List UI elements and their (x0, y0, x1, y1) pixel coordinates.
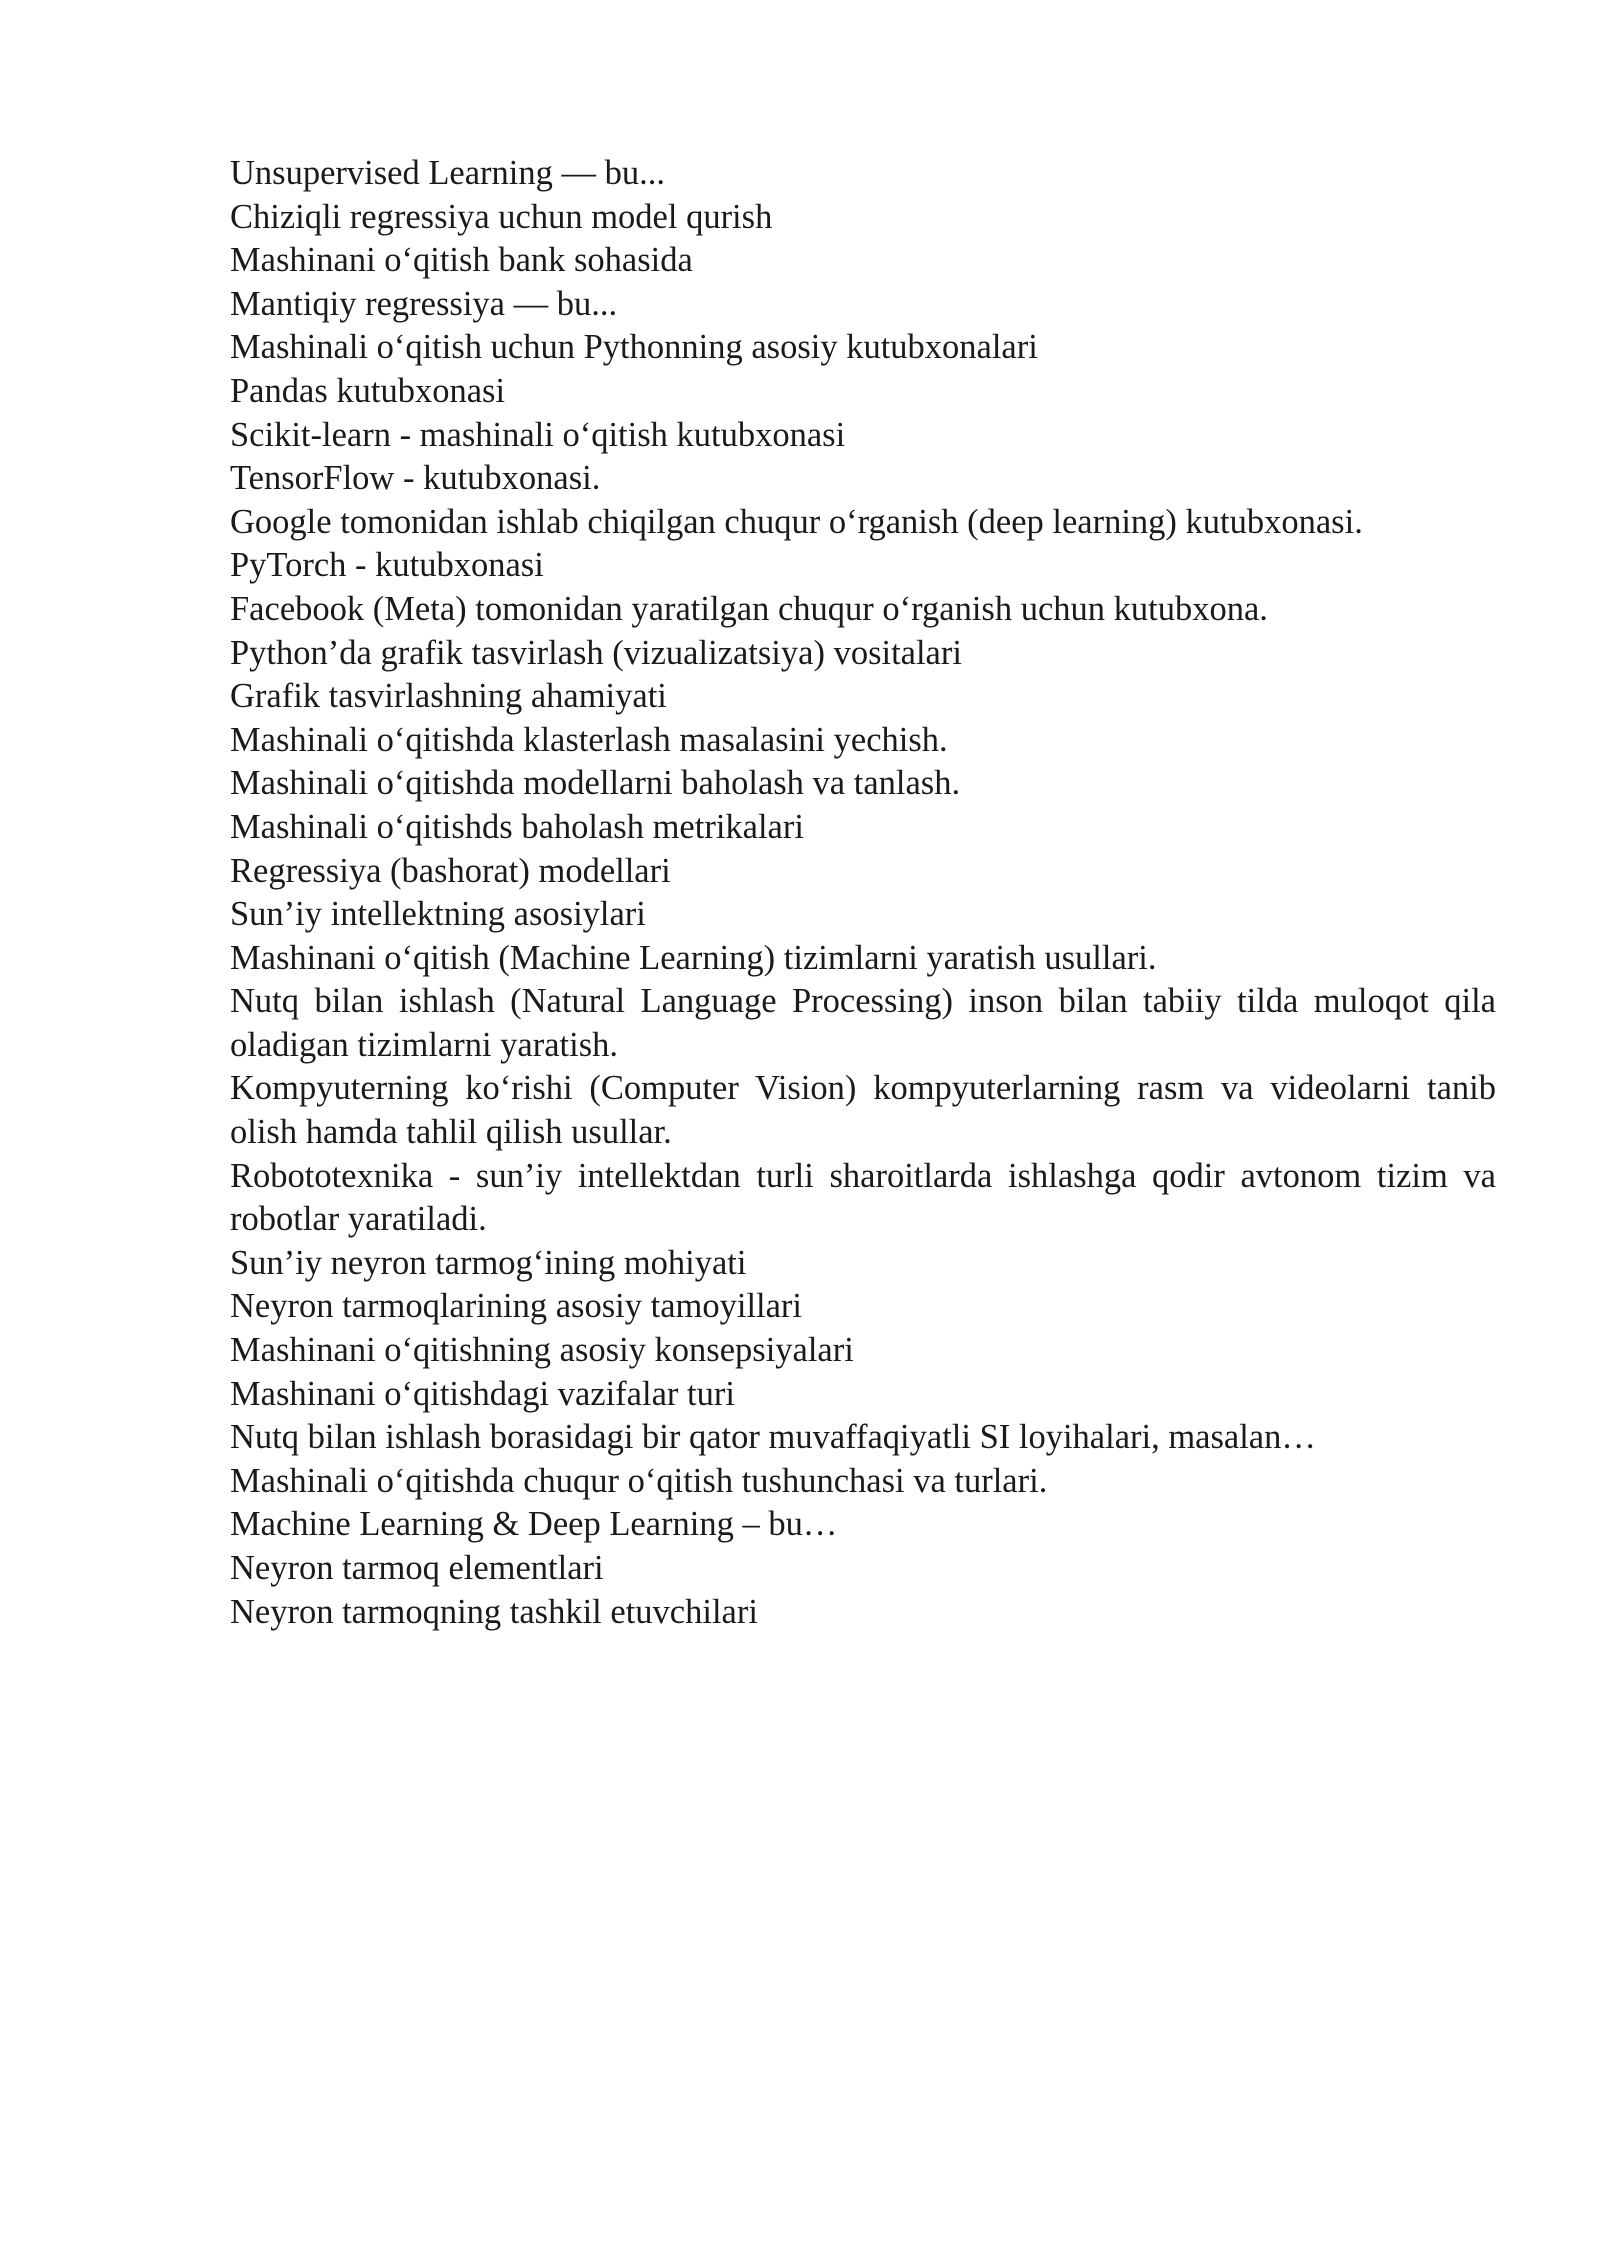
text-line: Mashinani o‘qitishning asosiy konsepsiyalari (230, 1331, 854, 1370)
text-line: Mashinali o‘qitishds baholash metrikalari (230, 807, 804, 846)
text-line: Scikit-learn - mashinali o‘qitish kutubxonasi (230, 415, 846, 454)
text-paragraph: Robototexnika - sun’iy intellektdan turli sharoitlarda ishlashga qodir avtonom tizim va robotlar yaratiladi. (230, 1156, 1496, 1239)
text-paragraph: Nutq bilan ishlash (Natural Language Processing) inson bilan tabiiy tilda muloqot qila oladigan tizimlarni yaratish. (230, 982, 1496, 1064)
text-line: Mashinali o‘qitishda modellarni baholash va tanlash. (230, 764, 961, 803)
text-line: Nutq bilan ishlash borasidagi bir qator muvaffaqiyatli SI loyihalari, masalan… (230, 1418, 1316, 1457)
text-line: Mashinani o‘qitishdagi vazifalar turi (230, 1374, 735, 1413)
document-text-block (230, 152, 1496, 1634)
text-line: Regressiya (bashorat) modellari (230, 851, 671, 890)
text-line: Grafik tasvirlashning ahamiyati (230, 677, 667, 716)
text-line: Facebook (Meta) tomonidan yaratilgan chuqur o‘rganish uchun kutubxona. (230, 589, 1268, 628)
text-line: Unsupervised Learning — bu... (230, 154, 665, 192)
text-line: Google tomonidan ishlab chiqilgan chuqur o‘rganish (deep learning) kutubxonasi. (230, 502, 1363, 541)
text-line: Neyron tarmoqning tashkil etuvchilari (230, 1592, 758, 1631)
text-line: Mashinali o‘qitishda klasterlash masalasini yechish. (230, 720, 948, 759)
text-line: Machine Learning & Deep Learning – bu… (230, 1505, 838, 1544)
text-line: PyTorch - kutubxonasi (230, 546, 544, 585)
text-line: Mashinani o‘qitish bank sohasida (230, 241, 693, 280)
text-line: TensorFlow - kutubxonasi. (230, 459, 601, 498)
text-line: Pandas kutubxonasi (230, 371, 506, 410)
text-line: Sun’iy intellektning asosiylari (230, 895, 646, 934)
text-line: Mashinali o‘qitish uchun Pythonning asosiy kutubxonalari (230, 328, 1038, 367)
text-line: Python’da grafik tasvirlash (vizualizatsiya) vositalari (230, 633, 962, 672)
text-line: Sun’iy neyron tarmog‘ining mohiyati (230, 1243, 747, 1282)
text-line: Mantiqiy regressiya — bu... (230, 284, 618, 323)
text-paragraph: Kompyuterning ko‘rishi (Computer Vision) kompyuterlarning rasm va videolarni tanib olish hamda tahlil qilish usullar. (230, 1069, 1496, 1152)
text-line: Neyron tarmoq elementlari (230, 1549, 604, 1587)
text-line: Neyron tarmoqlarining asosiy tamoyillari (230, 1287, 802, 1326)
text-line: Chiziqli regressiya uchun model qurish (230, 197, 773, 236)
text-line: Mashinani o‘qitish (Machine Learning) tizimlarni yaratish usullari. (230, 938, 1157, 977)
text-line: Mashinali o‘qitishda chuqur o‘qitish tushunchasi va turlari. (230, 1461, 1048, 1500)
